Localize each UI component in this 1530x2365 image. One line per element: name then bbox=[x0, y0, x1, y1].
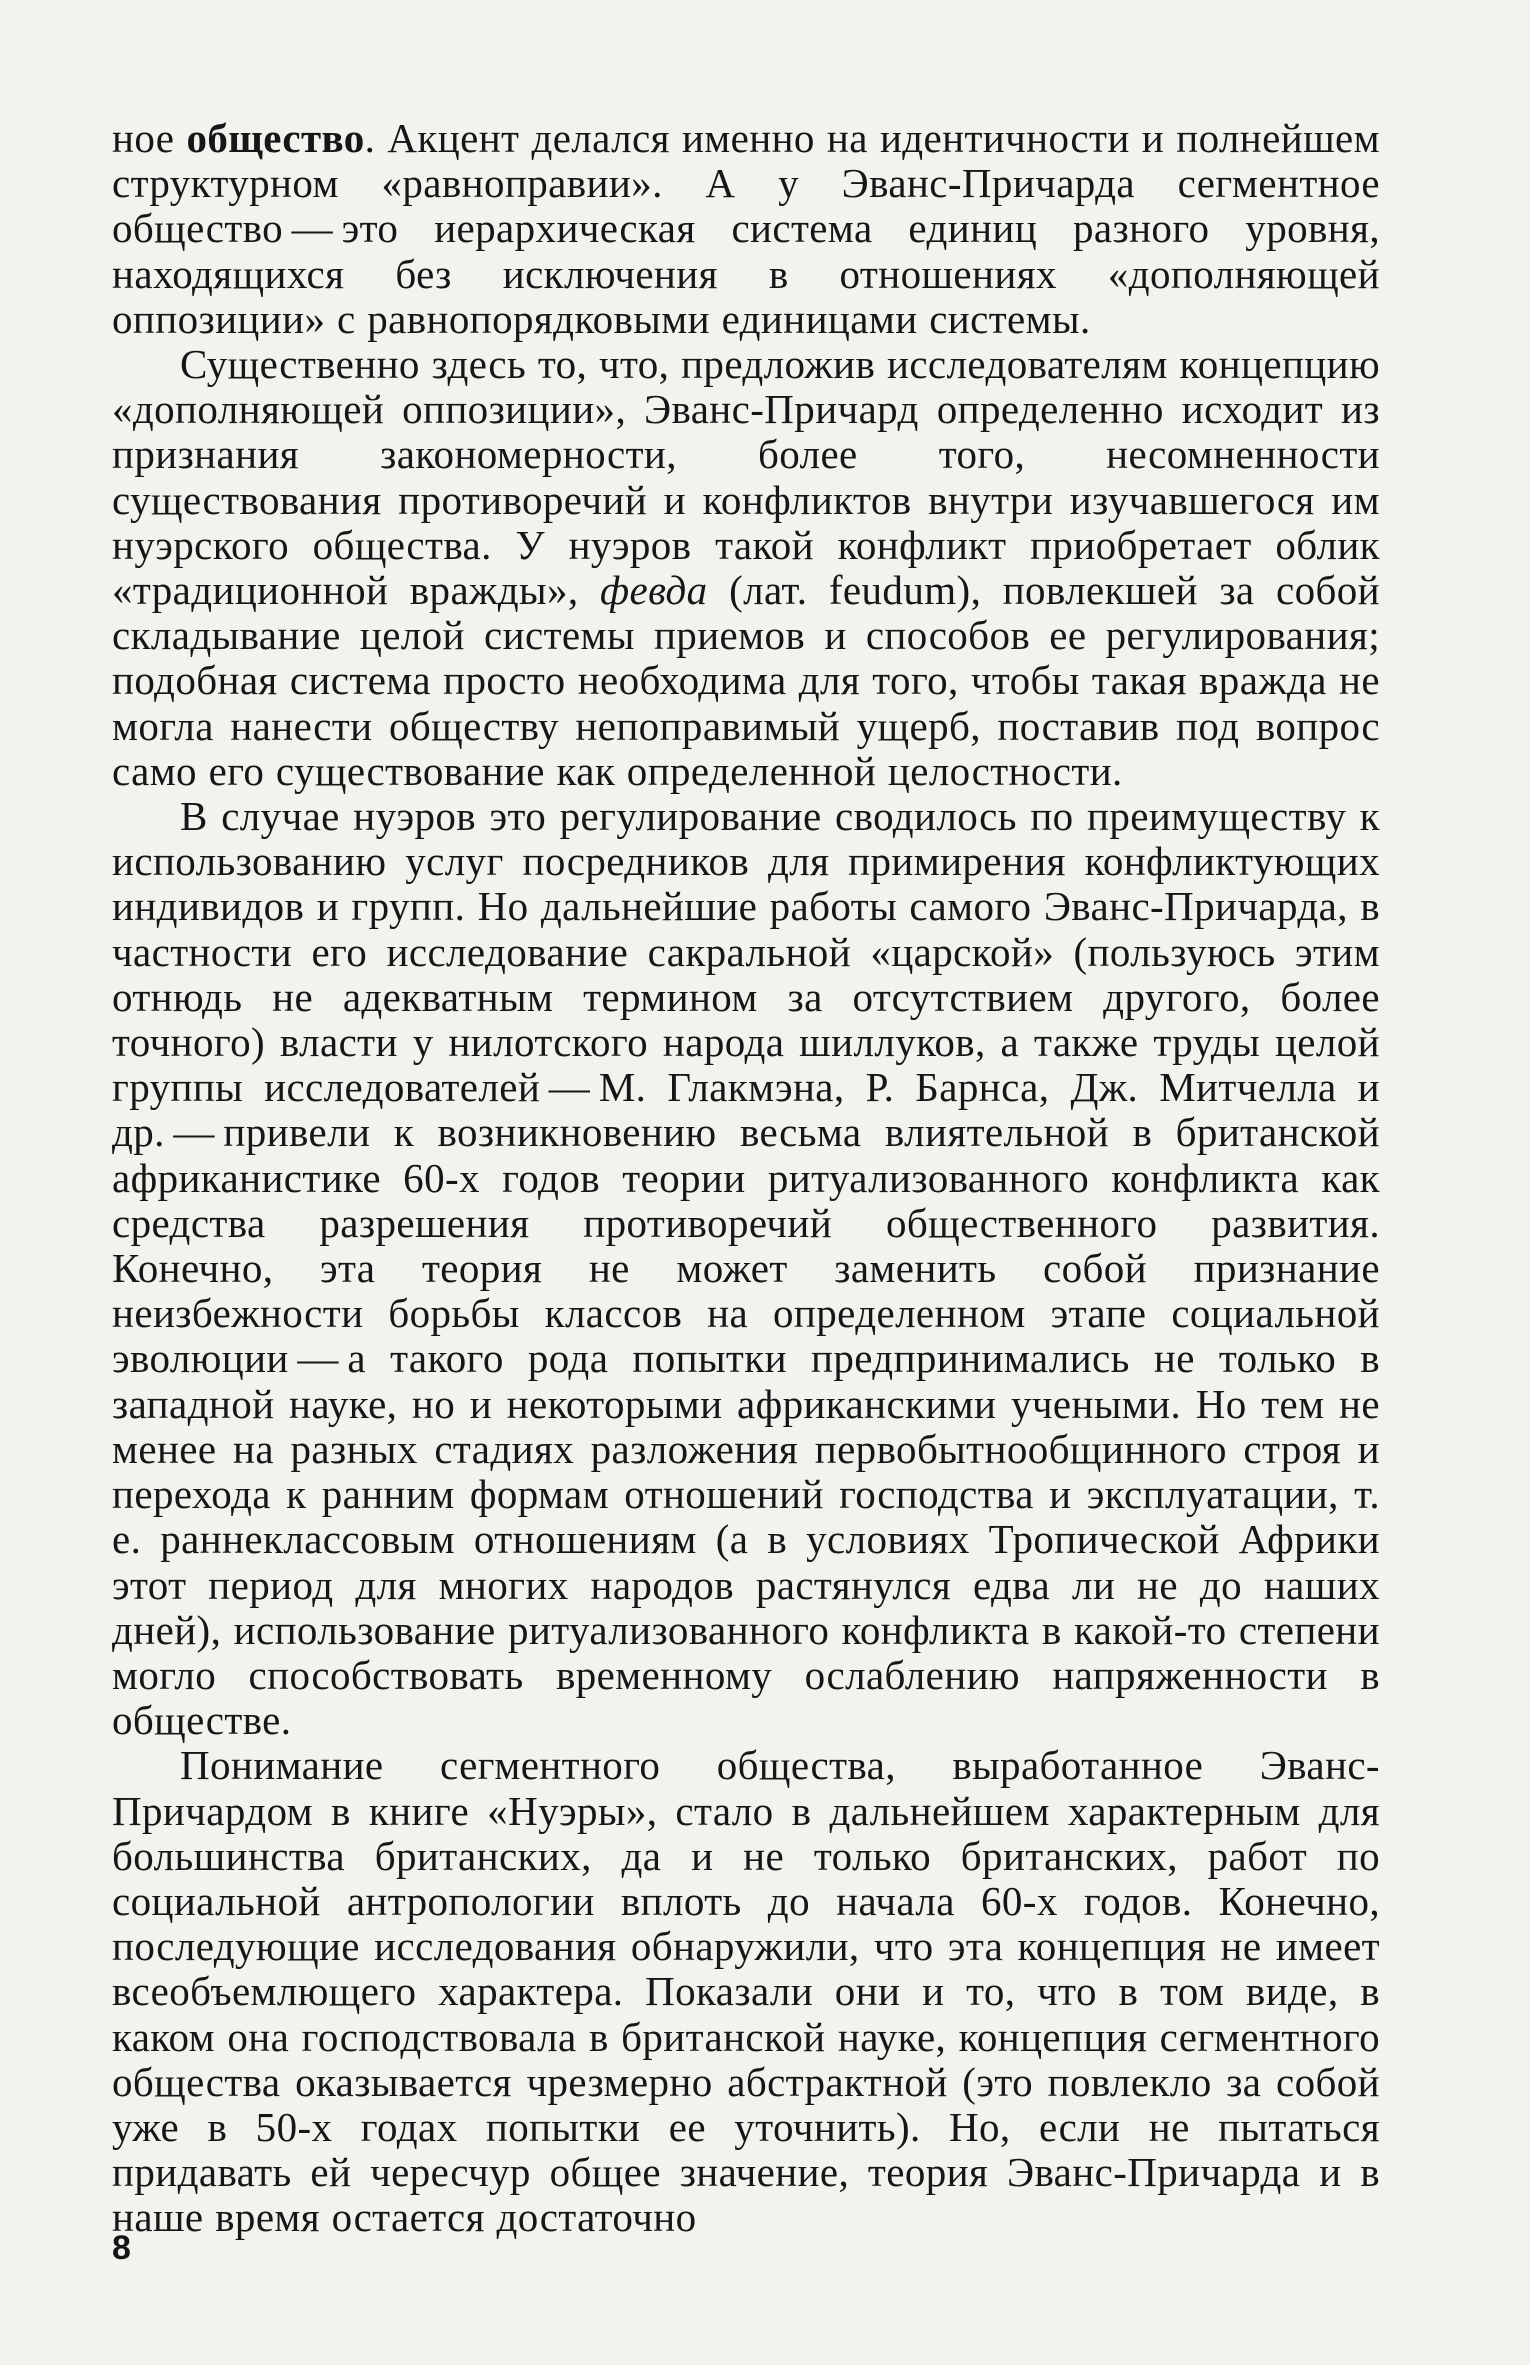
paragraph-4-text: Понимание сегментного общества, выработанное Эванс-Причардом в книге «Нуэры», стало в дальнейшем характерным для большинства британских, да и не только британских, работ по социальной антропологии вплоть до начала 60-х годов. Конечно, последующие исследования обнаружили, что эта концепция не имеет всеобъемлющего характера. Показали они и то, что в том виде, в каком она господствовала в британской науке, концепция сегментного общества оказывается чрезмерно абстрактной (это повлекло за собой уже в 50-х годах попытки ее уточнить). Но, если не пытаться придавать ей чересчур общее значение, теория Эванс-Причарда и в наше время остается достаточно bbox=[112, 1742, 1380, 2241]
paragraph-4 bbox=[112, 1743, 1380, 2240]
paragraph-2-text-cont: (лат. feudum), повлекшей за собой складывание целой системы приемов и способов ее регулирования; подобная система просто необходима для того, чтобы такая вражда не могла нанести обществу непоправимый ущерб, поставив под вопрос само его существование как определенной целостности. bbox=[112, 567, 1380, 794]
paragraph-1 bbox=[112, 116, 1380, 342]
page-number: 8 bbox=[112, 2229, 131, 2267]
text-column bbox=[112, 116, 1380, 2241]
paragraph-1-bold-word: общество bbox=[186, 115, 365, 161]
paragraph-2-text: Существенно здесь то, что, предложив исследователям концепцию «дополняющей оппозиции», Эванс-Причард определенно исходит из признания закономерности, более того, несомненности существования противоречий и конфликтов внутри изучавшегося им нуэрского общества. У нуэров такой конфликт приобретает облик «традиционной вражды», bbox=[112, 341, 1380, 614]
paragraph-3-text: В случае нуэров это регулирование сводилось по преимуществу к использованию услуг посредников для примирения конфликтующих индивидов и групп. Но дальнейшие работы самого Эванс-Причарда, в частности его исследование сакральной «царской» (пользуюсь этим отнюдь не адекватным термином за отсутствием другого, более точного) власти у нилотского народа шиллуков, а также труды целой группы исследователей — М. Глакмэна, Р. Барнса, Дж. Митчелла и др. — привели к возникновению весьма влиятельной в британской африканистике 60-х годов теории ритуализованного конфликта как средства разрешения противоречий общественного развития. Конечно, эта теория не может заменить собой признание неизбежности борьбы классов на определенном этапе социальной эволюции — а такого рода попытки предпринимались не только в западной науке, но и некоторыми африканскими учеными. Но тем не менее на разных стадиях разложения первобытнообщинного строя и перехода к ранним формам отношений господства и эксплуатации, т. е. раннеклассовым отношениям (а в условиях Тропической Африки этот период для многих народов растянулся едва ли не до наших дней), использование ритуализованного конфликта в какой-то степени могло способствовать временному ослаблению напряженности в обществе. bbox=[112, 793, 1380, 1744]
paragraph-1-text: ное bbox=[112, 115, 187, 161]
paragraph-2-italic-term: февда bbox=[600, 567, 708, 614]
paragraph-3 bbox=[112, 794, 1380, 1743]
paragraph-2 bbox=[112, 342, 1380, 794]
paragraph-1-text-cont: . Акцент делался именно на идентичности и полнейшем структурном «равноправии». А у Эванс-Причарда сегментное общество — это иерархическая система единиц разного уровня, находящихся без исключения в отношениях «дополняющей оппозиции» с равнопорядковыми единицами системы. bbox=[112, 115, 1380, 342]
